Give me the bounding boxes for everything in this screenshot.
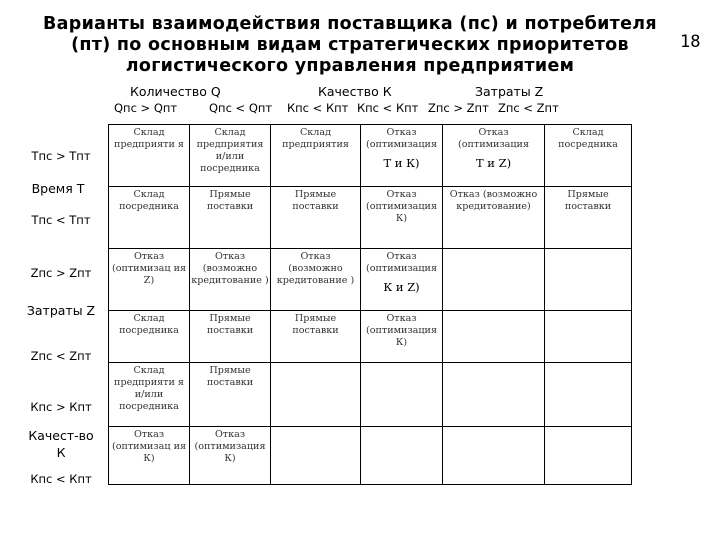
table-row (109, 427, 632, 485)
table-cell: Отказ (возможно кредитование) (443, 187, 545, 249)
cell-text-emphasis: Т и К) (383, 156, 420, 170)
row-group-costs: Затраты Z (26, 303, 96, 318)
row-label-5: Кпс > Кпт (30, 400, 92, 414)
column-subheader-5: Zпс > Zпт (428, 101, 489, 115)
table-cell (443, 311, 545, 363)
table-cell (443, 249, 545, 311)
table-cell: Отказ (оптимизац ия Z) (109, 249, 190, 311)
table-row (109, 311, 632, 363)
column-subheader-3: Кпс < Кпт (287, 101, 349, 115)
row-group-quality: Качест-во К (28, 428, 94, 460)
page-number: 18 (680, 32, 701, 52)
row-label-3: Zпс > Zпт (30, 266, 92, 280)
table-cell: Прямые поставки (545, 187, 632, 249)
table-cell: Отказ (оптимизация К) (190, 427, 271, 485)
column-subheader-2: Qпс < Qпт (209, 101, 273, 115)
row-label-6: Кпс < Кпт (30, 472, 92, 486)
table-row (109, 363, 632, 427)
table-cell: Склад предприяти я и/или посредника (109, 363, 190, 427)
table-cell: Склад посредника (109, 187, 190, 249)
column-subheader-4: Кпс < Кпт (357, 101, 419, 115)
table-cell: Склад посредника (109, 311, 190, 363)
table-cell: Отказ (оптимизация К) (361, 187, 443, 249)
table-cell (545, 363, 632, 427)
column-group-costs: Затраты Z (475, 84, 544, 99)
table-cell: Склад предприяти я (109, 125, 190, 187)
cell-text: Отказ (оптимизация (365, 251, 438, 274)
table-cell: Склад посредника (545, 125, 632, 187)
table-cell (271, 427, 361, 485)
column-group-quantity: Количество Q (130, 84, 221, 99)
table-cell: Отказ (возможно кредитование ) (190, 249, 271, 311)
slide-title: Варианты взаимодействия поставщика (пс) и потребителя (пт) по основным видам стратегических приоритетов логистического управления предприятием (43, 14, 657, 76)
table-cell: Склад предприятия и/или посредника (190, 125, 271, 187)
table-cell (545, 249, 632, 311)
row-label-4: Zпс < Zпт (30, 349, 92, 363)
row-group-time: Время Т (31, 181, 85, 196)
table-cell: Прямые поставки (190, 363, 271, 427)
cell-text: Отказ (оптимизация (365, 127, 438, 150)
cell-text-emphasis: Т и Z) (475, 156, 512, 170)
table-cell (545, 427, 632, 485)
table-row (109, 125, 632, 187)
strategy-matrix-table (108, 124, 632, 485)
table-cell (361, 427, 443, 485)
table-cell: Прямые поставки (271, 311, 361, 363)
table-cell (361, 363, 443, 427)
table-cell: Отказ (возможно кредитование ) (271, 249, 361, 311)
row-label-2: Тпс < Тпт (31, 213, 91, 227)
column-subheader-6: Zпс < Zпт (498, 101, 559, 115)
column-subheader-1: Qпс > Qпт (114, 101, 178, 115)
table-row (109, 249, 632, 311)
table-cell (361, 249, 443, 311)
table-cell (545, 311, 632, 363)
table-cell: Склад предприятия (271, 125, 361, 187)
table-cell: Прямые поставки (190, 311, 271, 363)
table-cell (443, 125, 545, 187)
cell-text-emphasis: К и Z) (383, 280, 420, 294)
table-cell (361, 125, 443, 187)
table-row (109, 187, 632, 249)
row-label-1: Тпс > Тпт (31, 149, 91, 163)
table-cell: Отказ (оптимизац ия К) (109, 427, 190, 485)
table-cell (271, 363, 361, 427)
column-group-quality: Качество К (318, 84, 392, 99)
table-cell: Отказ (оптимизация К) (361, 311, 443, 363)
table-cell (443, 427, 545, 485)
table-cell: Прямые поставки (190, 187, 271, 249)
table-cell: Прямые поставки (271, 187, 361, 249)
table-cell (443, 363, 545, 427)
table-body (109, 125, 632, 485)
cell-text: Отказ (оптимизация (457, 127, 530, 150)
